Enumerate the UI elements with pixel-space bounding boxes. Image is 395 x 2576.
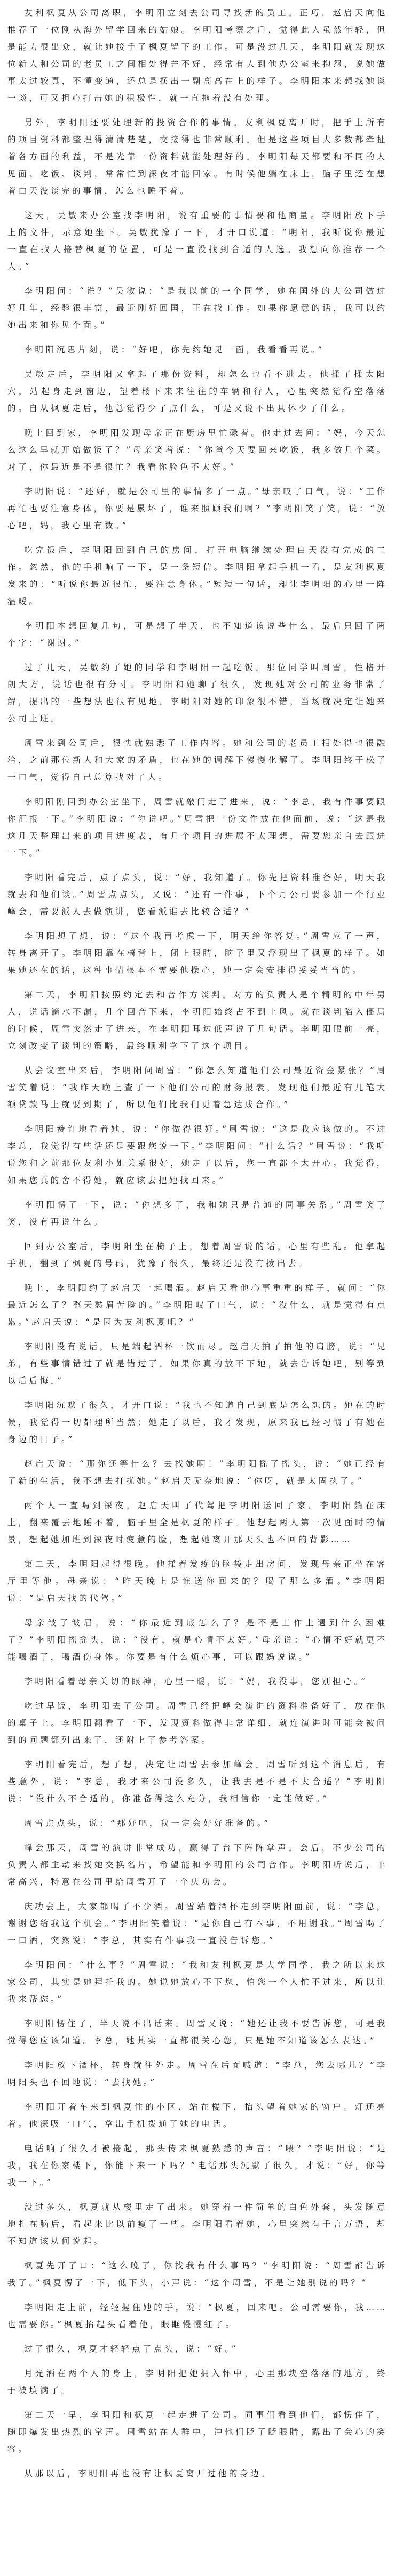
article-paragraph: 李明阳看着母亲关切的眼神，心里一暖，说：“妈，我没事，您别担心。” <box>24 1677 368 1686</box>
article-paragraph: 李明阳刚回到办公室坐下，周雪就敲门走了进来，说：“李总，我有件事要跟你汇报一下。”李明阳说：“你说吧。”周雪把一份文件放在他面前，说：“这是我这几天整理出来的项目进度表，有几个项目的进展不太理想，需要您亲自去跟进一下。” <box>7 797 388 858</box>
article-paragraph: 李明阳看完后，点了点头，说：“好，我知道了。你先把资料准备好，明天我就去和他们谈。”周雪点点头，又说：“还有一件事，下个月公司要参加一个行业峰会，需要派人去做演讲，您看派谁去比较合适？” <box>7 873 388 916</box>
article-paragraph: 没过多久，枫夏就从楼里走了出来。她穿着一件简单的白色外套，头发随意地扎在脑后，看起来比以前瘦了一些。李明阳看着她，心里突然有千言万语，却不知道该从何说起。 <box>7 2202 388 2246</box>
article-paragraph: 吃过早饭，李明阳去了公司。周雪已经把峰会演讲的资料准备好了，放在他的桌子上。李明阳翻看了一下，发现资料做得非常详细，就连演讲时可能会被问到的问题都列出来了，还附上了参考答案。 <box>7 1701 388 1745</box>
article-paragraph: 李明阳沉思片刻，说：“好吧，你先约她见一面，我看看再说。” <box>24 345 325 355</box>
article-paragraph: 李明阳本想回复几句，可是想了半天，也不知道该说些什么，最后只回了两个字：“谢谢。” <box>7 621 388 648</box>
article-paragraph: 李明阳开着车来到枫夏住的小区，站在楼下，抬头望着她家的窗户。灯还亮着。他深吸一口气，拿出手机拨通了她的电话。 <box>7 2102 388 2129</box>
article-paragraph: 从会议室出来后，李明阳问周雪：“你怎么知道他们公司最近资金紧张？”周雪笑着说：“我昨天晚上查了一下他们公司的财务报表，发现他们最近有几笔大额贷款马上就要到期了，所以他们比我们更着急达成合作。” <box>7 1066 388 1109</box>
article-paragraph: 李明阳看完后，想了想，决定让周雪去参加峰会。周雪听到这个消息后，有些意外，说：“李总，我才来公司没多久，让我去是不是不太合适？”李明阳说：“没什么不合适的，你准备得这么充分，我相信你一定能做好。” <box>7 1760 388 1804</box>
article-paragraph: 李明阳想了想，说：“这个我再考虑一下，明天给你答复。”周雪应了一声，转身离开了。李明阳靠在椅背上，闭上眼睛，脑子里又浮现出了枫夏的样子。如果她还在的话，这种事情根本不需要他操心，她一定会安排得妥妥当当的。 <box>7 931 388 975</box>
article-paragraph: 李明阳愣了一下，说：“你想多了，我和她只是普通的同事关系。”周雪笑了笑，没有再说什么。 <box>7 1200 388 1227</box>
article-paragraph: 月光洒在两个人的身上，李明阳把她拥入怀中，心里那块空落落的地方，终于被填满了。 <box>7 2369 388 2395</box>
article-paragraph: 李明阳沉默了很久，才开口说：“我也不知道自己到底是怎么想的。她在的时候，我觉得一切都理所当然；她走了以后，我才发现，原来我已经习惯了有她在身边的日子。” <box>7 1400 388 1444</box>
article-paragraph: 第二天，李明阳起得很晚。他揉着发疼的脑袋走出房间，发现母亲正坐在客厅里等他。母亲说：“昨天晚上是谁送你回来的？喝了那么多酒。”李明阳说：“是启天找的代驾。” <box>7 1559 388 1603</box>
article-paragraph: 晚上回到家，李明阳发现母亲正在厨房里忙碌着。他走过去问：“妈，今天怎么这么早就开始做饭了？”母亲笑着说：“你爸今天要回来吃饭，我多做几个菜。对了，你最近是不是很忙？我看你脸色不太好。” <box>7 428 388 472</box>
article-paragraph: 峰会那天，周雪的演讲非常成功，赢得了台下阵阵掌声。会后，不少公司的负责人都主动来找她交换名片，希望能和李明阳的公司合作。李明阳听说后，非常高兴，特意在公司里给周雪开了一个庆功会。 <box>7 1843 388 1887</box>
article-paragraph: 吃完饭后，李明阳回到自己的房间，打开电脑继续处理白天没有完成的工作。忽然，他的手机响了一下，是一条短信。李明阳拿起手机一看，是友利枫夏发来的：“听说你最近很忙，要注意身体。”短短一句话，却让李明阳的心里一阵温暖。 <box>7 545 388 606</box>
article-paragraph: 李明阳愣住了，半天说不出话来。周雪又说：“她还让我不要告诉您，可是我觉得您应该知道。李总，她其实一直都很关心您，只是她不知道该怎么表达。” <box>7 2019 388 2046</box>
article-paragraph: 电话响了很久才被接起，那头传来枫夏熟悉的声音：“喂？”李明阳说：“是我，我在你家楼下，你能下来一下吗？”电话那头沉默了很久，才说：“好，你等我一下。” <box>7 2144 388 2187</box>
article-paragraph: 过了很久，枫夏才轻轻点了点头，说：“好。” <box>24 2344 239 2354</box>
article-paragraph: 过了几天，吴敏约了她的同学和李明阳一起吃饭。那位同学叫周雪，性格开朗大方，说话也很有分寸。李明阳和她聊了很久，发现她对公司的业务非常了解，提出的一些想法也很有见地。李明阳对她的印象很不错，当场就决定让她来公司上班。 <box>7 663 388 723</box>
article-paragraph: 李明阳问：“什么事？”周雪说：“我和友利枫夏是大学同学，我之所以来这家公司，其实是她拜托我的。她说她放心不下您，怕您一个人忙不过来，所以让我来帮您。” <box>7 1960 388 2004</box>
article-paragraph: 周雪点点头，说：“那好吧，我一定会好好准备的。” <box>24 1818 271 1828</box>
article-paragraph: 第二天一早，李明阳和枫夏一起走进了公司。同事们看到他们，都愣住了，随即爆发出热烈的掌声。周雪站在人群中，冲他们眨了眨眼睛，露出了会心的笑容。 <box>7 2410 388 2454</box>
article-paragraph: 晚上，李明阳约了赵启天一起喝酒。赵启天看他心事重重的样子，就问：“你最近怎么了？整天愁眉苦脸的。”李明阳叹了口气，说：“没什么，就是觉得有点累。”赵启天说：“是因为友利枫夏吧？” <box>7 1283 388 1327</box>
article-paragraph: 李明阳走上前，轻轻握住她的手，说：“枫夏，回来吧。公司需要你，我……也需要你。”枫夏抬起头看着他，眼眶慢慢红了。 <box>7 2303 388 2329</box>
article-paragraph: 周雪来到公司后，很快就熟悉了工作内容。她和公司的老员工相处得也很融洽，之前那位新人和大家的矛盾，也在她的调解下慢慢化解了。李明阳终于松了一口气，觉得自己总算找对了人。 <box>7 738 388 782</box>
article-paragraph: 从那以后，李明阳再也没有让枫夏离开过他的身边。 <box>24 2469 272 2478</box>
article-paragraph: 庆功会上，大家都喝了不少酒。周雪端着酒杯走到李明阳面前，说：“李总，谢谢您给我这个机会。”李明阳笑着说：“是你自己有本事，不用谢我。”周雪喝了一口酒，突然说：“李总，其实有件事我一直没告诉您。” <box>7 1902 388 1945</box>
article-paragraph: 枫夏先开了口：“这么晚了，你找我有什么事吗？”李明阳说：“周雪都告诉我了。”枫夏愣了一下，低下头，小声说：“这个周雪，不是让她别说的吗？” <box>7 2261 388 2288</box>
article-paragraph: 吴敏走后，李明阳又拿起了那份资料，却怎么也看不进去。他揉了揉太阳穴，站起身走到窗边，望着楼下来来往往的车辆和行人，心里突然觉得空落落的。自从枫夏走后，他总觉得少了点什么，可是又说不出具体少了什么。 <box>7 369 388 413</box>
article-paragraph: 李明阳放下酒杯，转身就往外走。周雪在后面喊道：“李总，您去哪儿？”李明阳头也不回地说：“去找她。” <box>7 2060 388 2087</box>
article-paragraph: 另外，李明阳还要处理新的投资合作的事情。友利枫夏离开时，把手上所有的项目资料都整理得清清楚楚，交接得也非常顺利。但是这些项目大多数都牵扯着各方面的利益，不是光靠一份资料就能处理好的。李明阳每天都要和不同的人见面、吃饭、谈判，常常忙到深夜才能回家。有时候他躺在床上，脑子里还在想着白天没谈完的事情，怎么也睡不着。 <box>7 118 388 196</box>
article-paragraph: 李明阳没有说话，只是端起酒杯一饮而尽。赵启天拍了拍他的肩膀，说：“兄弟，有些事情错过了就是错过了。如果你真的放不下她，就去告诉她吧，别等到以后后悔。” <box>7 1342 388 1386</box>
article-paragraph: 回到办公室后，李明阳坐在椅子上，想着周雪说的话，心里有些乱。他拿起手机，翻到了枫夏的号码，犹豫了很久，最终还是没有拨出去。 <box>7 1242 388 1268</box>
article-paragraph: 这天，吴敏来办公室找李明阳，说有重要的事情要和他商量。李明阳放下手上的文件，示意她坐下。吴敏犹豫了一下，才开口说道：“明阳，我听说你最近一直在找人接替枫夏的位置，可是一直没找到合适的人选。我想向你推荐一个人。” <box>7 211 388 271</box>
article-paragraph: 母亲皱了皱眉，说：“你最近到底怎么了？是不是工作上遇到什么困难了？”李明阳摇摇头，说：“没有，就是心情不太好。”母亲说：“心情不好就更不能喝酒了，喝酒伤身体。你要是有什么烦心事，可以跟妈说说。” <box>7 1618 388 1662</box>
article-paragraph: 李明阳说：“还好，就是公司里的事情多了一点。”母亲叹了口气，说：“工作再忙也要注意身体，你要是累坏了，谁来照顾我们啊？”李明阳笑了笑，说：“放心吧，妈，我心里有数。” <box>7 487 388 530</box>
article-paragraph: 李明阳赞许地看着她，说：“你做得很好。”周雪说：“这是我应该做的。不过李总，我觉得有些话还是要跟您说一下。”李明阳问：“什么话？”周雪说：“我听说您和之前那位友利小姐关系很好，她走了以后，您一直都不太开心。我觉得，如果您真的舍不得她，就应该去把她找回来。” <box>7 1124 388 1185</box>
article-paragraph: 赵启天说：“那你还等什么？去找她啊！”李明阳摇了摇头，说：“她已经有了新的生活，我不想去打扰她。”赵启天无奈地说：“你呀，就是太固执了。” <box>7 1459 388 1486</box>
article-paragraph: 李明阳问：“谁？”吴敏说：“是我以前的一个同学，她在国外的大公司做过好几年，经验很丰富，最近刚好回国，正在找工作。如果你愿意的话，我可以约她出来和你见个面。” <box>7 286 388 330</box>
article-paragraph: 友利枫夏从公司离职，李明阳立刻去公司寻找新的员工。正巧，赵启天向他推荐了一位刚从海外留学回来的姑娘。李明阳考察之后，觉得此人虽然年轻，但是能力很出众，就让她接手了枫夏留下的工作。可是没过几天，李明阳就发现这位新人和公司的老员工之间相处得并不好，经常有人到他办公室来抱怨，说她做事太过较真，不懂变通，还总是摆出一副高高在上的样子。李明阳本来想找她谈一谈，可又担心打击她的积极性，就一直拖着没有处理。 <box>7 8 388 103</box>
article-paragraph: 第二天，李明阳按照约定去和合作方谈判。对方的负责人是个精明的中年男人，说话滴水不漏，几个回合下来，李明阳始终占不到上风。就在谈判陷入僵局的时候，周雪突然走了进来，在李明阳耳边低声说了几句话。李明阳眼前一亮，立刻改变了谈判的策略，最终顺利拿下了这个项目。 <box>7 990 388 1051</box>
article-paragraph: 两个人一直喝到深夜，赵启天叫了代驾把李明阳送回了家。李明阳躺在床上，翻来覆去地睡不着，脑子里全是枫夏的样子。他想起两人第一次见面时的情景，想起她加班到深夜时疲惫的脸，想起她离开那天头也不回的背影…… <box>7 1501 388 1544</box>
